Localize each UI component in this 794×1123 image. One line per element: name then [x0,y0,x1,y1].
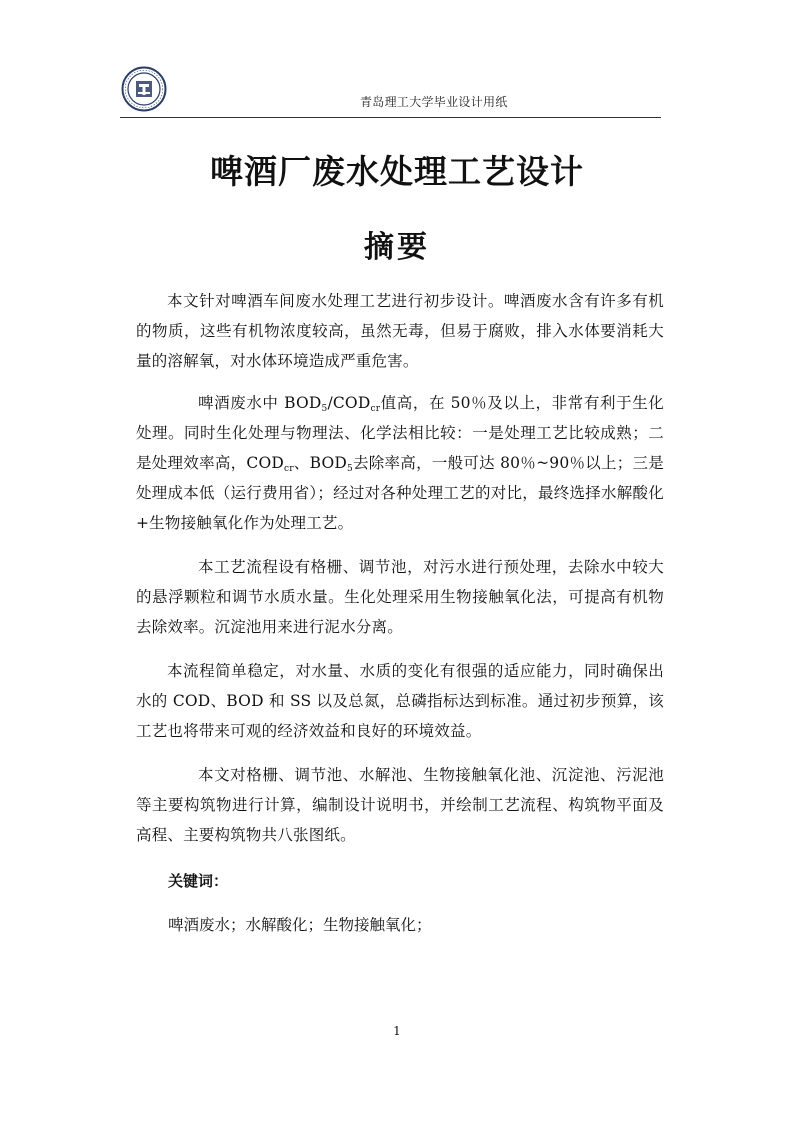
university-seal-icon [121,66,167,112]
p2-text-4: 、BOD [293,454,347,472]
p2-text-3: 值高，在 50％及以上，非常有利于生化处理。同时生化处理与物理法、化学法相比较：一是处理工艺比较成熟；二是处理效率高，COD [136,394,665,472]
keywords-label: 关键词： [168,872,229,890]
p2-text-2: /COD [327,394,371,412]
abstract-paragraph-3: 本工艺流程设有格栅、调节池，对污水进行预处理，去除水中较大的悬浮颗粒和调节水质水量。生化处理采用生物接触氧化法，可提高有机物去除效率。沉淀池用来进行泥水分离。 [136,558,664,636]
header-title: 青岛理工大学毕业设计用纸 [360,95,508,109]
document-title: 啤酒厂废水处理工艺设计 [210,152,584,191]
page-number: 1 [393,1024,401,1038]
abstract-paragraph-1: 本文针对啤酒车间废水处理工艺进行初步设计。啤酒废水含有许多有机的物质，这些有机物浓度较高，虽然无毒，但易于腐败，排入水体要消耗大量的溶解氧，对水体环境造成严重危害。 [136,292,664,370]
p2-sub-4: 5 [346,464,353,474]
p2-text-1: 啤酒废水中 BOD [198,394,322,412]
p2-sub-3: cr [283,464,294,474]
p2-sub-1: 5 [321,404,328,414]
p2-text-5: 去除率高，一般可达 80％~90％以上；三是处理成本低（运行费用省）；经过对各种处理工艺的对比，最终选择水解酸化+生物接触氧化作为处理工艺。 [136,454,664,532]
abstract-heading: 摘要 [364,230,430,265]
abstract-paragraph-4: 本流程简单稳定，对水量、水质的变化有很强的适应能力，同时确保出水的 COD、BOD 和 SS 以及总氮，总磷指标达到标准。通过初步预算，该工艺也将带来可观的经济效益和良好的环境效益。 [136,662,664,740]
abstract-paragraph-5: 本文对格栅、调节池、水解池、生物接触氧化池、沉淀池、污泥池等主要构筑物进行计算，编制设计说明书，并绘制工艺流程、构筑物平面及高程、主要构筑物共八张图纸。 [136,766,664,844]
abstract-paragraph-2 [136,388,664,538]
header-divider [120,117,661,118]
keywords-text: 啤酒废水；水解酸化；生物接触氧化； [168,916,432,934]
p2-sub-2: cr [370,404,381,414]
